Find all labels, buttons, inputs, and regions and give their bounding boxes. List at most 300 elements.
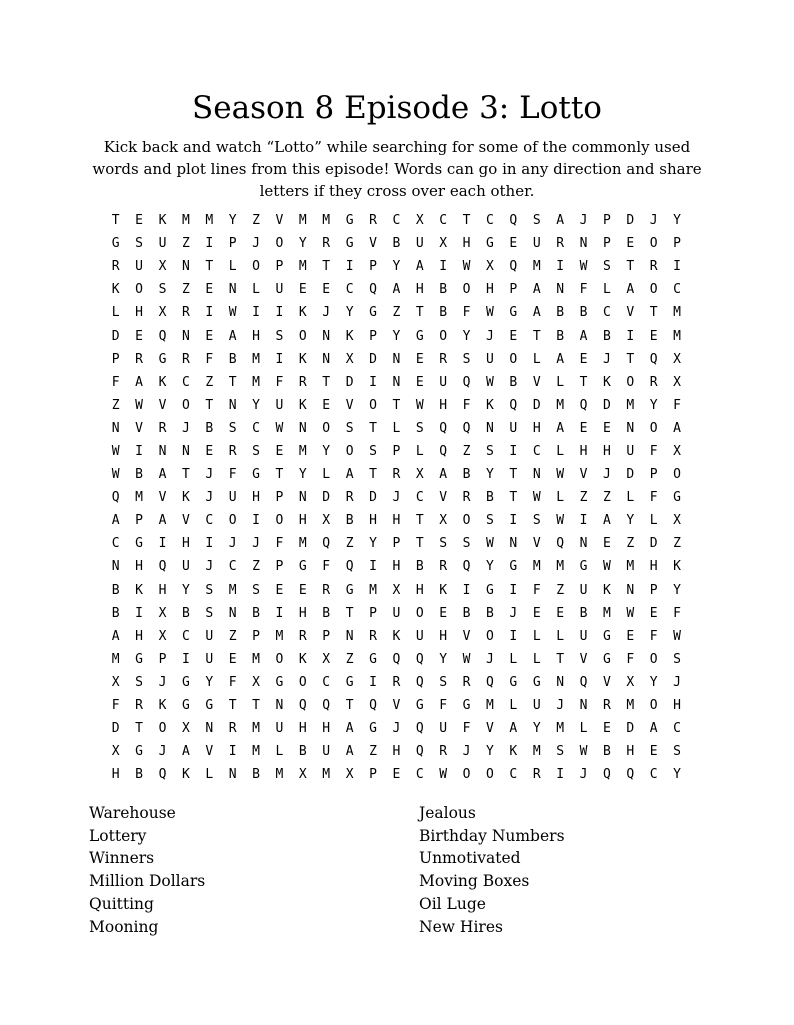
grid-letter: Q <box>158 328 167 344</box>
grid-letter: B <box>111 605 120 621</box>
grid-letter: Y <box>462 328 471 344</box>
grid-letter: E <box>579 351 588 367</box>
grid-letter: T <box>369 420 377 436</box>
grid-letter: U <box>322 744 331 760</box>
grid-letter: M <box>298 259 307 275</box>
grid-row <box>104 532 689 555</box>
grid-letter: N <box>181 328 190 344</box>
grid-letter: W <box>111 443 120 459</box>
grid-letter: V <box>135 420 143 436</box>
grid-letter: C <box>439 213 448 229</box>
grid-letter: O <box>439 328 448 344</box>
grid-letter: F <box>275 536 284 552</box>
grid-letter: K <box>345 328 354 344</box>
grid-letter: O <box>649 420 658 436</box>
grid-row <box>104 602 689 625</box>
grid-letter: X <box>158 305 167 321</box>
grid-letter: R <box>532 767 541 783</box>
grid-letter: M <box>602 605 611 621</box>
grid-letter: N <box>111 559 120 575</box>
grid-letter: H <box>135 628 143 644</box>
grid-letter: F <box>649 628 658 644</box>
grid-letter: A <box>509 721 518 737</box>
grid-letter: F <box>673 397 681 413</box>
grid-letter: R <box>298 628 307 644</box>
grid-letter: R <box>322 236 331 252</box>
word-list-item: Mooning <box>89 917 159 936</box>
grid-letter: D <box>111 328 120 344</box>
grid-letter: O <box>486 628 494 644</box>
grid-letter: T <box>415 536 424 552</box>
grid-letter: B <box>298 744 307 760</box>
word-list-item: Unmotivated <box>419 849 521 868</box>
grid-letter: X <box>486 259 494 275</box>
grid-letter: L <box>532 351 541 367</box>
grid-letter: N <box>579 536 588 552</box>
grid-letter: Q <box>158 767 167 783</box>
grid-letter: S <box>462 536 471 552</box>
grid-letter: E <box>649 328 658 344</box>
grid-letter: P <box>111 351 120 367</box>
grid-row <box>104 301 689 324</box>
grid-letter: T <box>205 259 214 275</box>
grid-letter: G <box>673 490 681 506</box>
grid-letter: F <box>649 490 658 506</box>
grid-letter: P <box>369 328 377 344</box>
grid-letter: M <box>532 259 541 275</box>
grid-letter: V <box>275 213 284 229</box>
grid-letter: C <box>415 767 424 783</box>
grid-row <box>104 440 689 463</box>
grid-letter: C <box>486 213 494 229</box>
grid-letter: V <box>486 721 494 737</box>
grid-letter: G <box>345 236 354 252</box>
grid-letter: L <box>602 282 611 298</box>
grid-letter: O <box>649 282 658 298</box>
grid-letter: I <box>228 744 237 760</box>
grid-letter: I <box>673 259 681 275</box>
grid-letter: Y <box>532 721 541 737</box>
grid-letter: Q <box>392 651 401 667</box>
grid-letter: Y <box>486 744 494 760</box>
grid-letter: R <box>462 490 471 506</box>
grid-letter: Z <box>111 397 120 413</box>
grid-letter: P <box>509 282 518 298</box>
grid-letter: I <box>205 236 214 252</box>
grid-letter: V <box>579 467 588 483</box>
grid-letter: W <box>602 559 611 575</box>
grid-letter: S <box>673 744 681 760</box>
grid-letter: G <box>275 674 284 690</box>
grid-letter: B <box>462 467 471 483</box>
grid-letter: I <box>275 305 284 321</box>
grid-letter: N <box>322 351 331 367</box>
grid-letter: L <box>415 443 424 459</box>
grid-letter: U <box>439 721 448 737</box>
grid-letter: M <box>532 559 541 575</box>
grid-letter: H <box>298 605 307 621</box>
grid-letter: B <box>135 767 143 783</box>
word-list-item: Lottery <box>89 826 147 845</box>
grid-letter: I <box>275 605 284 621</box>
grid-letter: N <box>298 420 307 436</box>
grid-letter: E <box>556 605 565 621</box>
grid-letter: A <box>415 259 424 275</box>
grid-letter: R <box>439 559 448 575</box>
grid-letter: O <box>462 282 471 298</box>
grid-letter: O <box>298 328 307 344</box>
grid-letter: H <box>392 559 401 575</box>
grid-letter: I <box>509 628 518 644</box>
grid-letter: N <box>205 721 214 737</box>
grid-letter: N <box>228 605 237 621</box>
grid-letter: Q <box>579 397 588 413</box>
grid-letter: Q <box>579 674 588 690</box>
grid-letter: S <box>345 420 354 436</box>
grid-letter: L <box>556 490 565 506</box>
grid-letter: O <box>135 282 143 298</box>
grid-letter: D <box>626 721 635 737</box>
grid-letter: K <box>298 305 307 321</box>
grid-letter: K <box>158 698 167 714</box>
grid-letter: N <box>579 698 588 714</box>
grid-letter: Q <box>439 420 448 436</box>
grid-letter: H <box>649 559 658 575</box>
grid-letter: W <box>275 420 284 436</box>
grid-letter: X <box>181 721 190 737</box>
grid-letter: T <box>509 467 518 483</box>
grid-letter: R <box>181 305 190 321</box>
grid-letter: S <box>205 582 214 598</box>
grid-letter: O <box>252 259 260 275</box>
grid-letter: I <box>275 351 284 367</box>
grid-letter: I <box>205 305 214 321</box>
grid-letter: X <box>322 513 331 529</box>
grid-letter: E <box>509 328 518 344</box>
grid-letter: H <box>181 536 190 552</box>
grid-letter: U <box>275 397 284 413</box>
grid-letter: S <box>439 536 448 552</box>
grid-row <box>104 463 689 486</box>
grid-letter: S <box>532 513 541 529</box>
grid-letter: Z <box>181 282 190 298</box>
grid-letter: T <box>228 698 237 714</box>
grid-letter: C <box>415 490 424 506</box>
grid-letter: B <box>205 420 214 436</box>
grid-letter: P <box>649 467 658 483</box>
grid-letter: A <box>181 744 190 760</box>
grid-letter: R <box>228 443 237 459</box>
grid-letter: O <box>228 513 237 529</box>
grid-letter: I <box>205 536 214 552</box>
grid-letter: O <box>649 698 658 714</box>
grid-letter: M <box>298 443 307 459</box>
grid-letter: S <box>252 582 260 598</box>
grid-letter: C <box>228 559 237 575</box>
grid-letter: D <box>322 490 331 506</box>
grid-letter: X <box>392 582 401 598</box>
grid-letter: F <box>228 467 237 483</box>
grid-letter: E <box>415 374 424 390</box>
grid-letter: J <box>579 767 588 783</box>
grid-letter: K <box>392 628 401 644</box>
grid-row <box>104 255 689 278</box>
grid-letter: A <box>439 467 448 483</box>
grid-letter: H <box>111 767 120 783</box>
grid-letter: W <box>111 467 120 483</box>
grid-letter: T <box>626 351 635 367</box>
grid-letter: C <box>345 282 354 298</box>
grid-letter: Z <box>392 305 401 321</box>
grid-letter: E <box>205 443 214 459</box>
grid-letter: N <box>626 582 635 598</box>
grid-letter: W <box>532 490 541 506</box>
grid-row <box>104 348 689 371</box>
grid-letter: P <box>228 236 237 252</box>
grid-letter: Q <box>556 536 565 552</box>
grid-letter: J <box>158 674 167 690</box>
grid-letter: R <box>439 744 448 760</box>
grid-letter: O <box>181 397 190 413</box>
grid-letter: M <box>626 698 635 714</box>
grid-letter: V <box>439 490 448 506</box>
grid-letter: W <box>228 305 237 321</box>
grid-letter: V <box>205 744 214 760</box>
grid-letter: X <box>158 628 167 644</box>
grid-letter: Q <box>626 767 635 783</box>
grid-letter: D <box>532 397 541 413</box>
grid-letter: R <box>158 420 167 436</box>
grid-letter: U <box>415 628 424 644</box>
grid-letter: G <box>181 674 190 690</box>
grid-letter: D <box>626 213 635 229</box>
grid-letter: Z <box>181 236 190 252</box>
grid-letter: E <box>205 328 214 344</box>
grid-letter: E <box>228 651 237 667</box>
grid-letter: R <box>602 698 611 714</box>
grid-letter: B <box>181 605 190 621</box>
grid-letter: X <box>322 651 331 667</box>
grid-letter: M <box>181 213 190 229</box>
grid-letter: A <box>111 628 120 644</box>
grid-letter: P <box>649 582 658 598</box>
grid-letter: K <box>673 559 681 575</box>
word-list-right <box>419 802 565 938</box>
grid-letter: R <box>228 721 237 737</box>
grid-letter: A <box>556 213 565 229</box>
grid-letter: G <box>369 721 377 737</box>
grid-letter: L <box>392 420 401 436</box>
grid-letter: S <box>135 674 143 690</box>
grid-letter: K <box>298 651 307 667</box>
grid-letter: J <box>673 674 681 690</box>
grid-letter: M <box>673 305 681 321</box>
grid-letter: Y <box>486 559 494 575</box>
grid-letter: G <box>486 236 494 252</box>
grid-letter: W <box>486 374 494 390</box>
grid-letter: U <box>415 236 424 252</box>
grid-letter: Q <box>415 674 424 690</box>
grid-letter: M <box>228 582 237 598</box>
grid-letter: A <box>673 420 681 436</box>
grid-letter: G <box>509 559 518 575</box>
grid-letter: O <box>369 397 377 413</box>
grid-letter: C <box>392 213 401 229</box>
word-list-item: New Hires <box>419 917 503 936</box>
grid-letter: L <box>626 490 635 506</box>
grid-letter: L <box>322 467 331 483</box>
grid-letter: G <box>369 651 377 667</box>
grid-letter: I <box>439 259 448 275</box>
grid-letter: F <box>111 698 120 714</box>
grid-letter: T <box>369 467 377 483</box>
grid-letter: F <box>673 605 681 621</box>
grid-letter: O <box>345 443 354 459</box>
grid-letter: O <box>298 674 307 690</box>
grid-letter: Q <box>462 420 471 436</box>
grid-letter: M <box>322 767 331 783</box>
grid-letter: Z <box>345 536 354 552</box>
grid-letter: Q <box>415 651 424 667</box>
grid-letter: W <box>626 605 635 621</box>
grid-letter: Z <box>462 443 471 459</box>
grid-letter: X <box>626 674 635 690</box>
grid-letter: B <box>252 605 260 621</box>
grid-letter: H <box>252 328 260 344</box>
grid-letter: H <box>252 490 260 506</box>
grid-letter: H <box>602 443 611 459</box>
grid-letter: N <box>181 259 190 275</box>
grid-letter: B <box>252 767 260 783</box>
grid-letter: N <box>275 698 284 714</box>
grid-letter: T <box>626 259 635 275</box>
grid-row <box>104 555 689 578</box>
grid-letter: Z <box>205 374 214 390</box>
grid-letter: Q <box>345 559 354 575</box>
grid-letter: E <box>415 351 424 367</box>
grid-letter: Z <box>252 213 260 229</box>
grid-row <box>104 509 689 532</box>
grid-letter: G <box>415 328 424 344</box>
grid-letter: H <box>486 282 494 298</box>
grid-letter: J <box>602 467 611 483</box>
grid-letter: K <box>181 490 190 506</box>
grid-letter: S <box>486 513 494 529</box>
grid-letter: N <box>228 397 237 413</box>
grid-letter: L <box>111 305 120 321</box>
grid-letter: A <box>556 420 565 436</box>
grid-letter: T <box>322 374 331 390</box>
page-title: Season 8 Episode 3: Lotto <box>192 90 602 126</box>
grid-letter: P <box>275 259 284 275</box>
grid-letter: T <box>345 698 354 714</box>
grid-letter: F <box>626 651 635 667</box>
grid-letter: D <box>602 397 611 413</box>
grid-letter: T <box>462 213 471 229</box>
grid-letter: A <box>532 282 541 298</box>
grid-letter: D <box>111 721 120 737</box>
grid-letter: K <box>439 582 448 598</box>
grid-letter: S <box>252 443 260 459</box>
grid-letter: I <box>369 374 377 390</box>
grid-letter: Y <box>181 582 190 598</box>
grid-letter: B <box>556 328 565 344</box>
grid-letter: F <box>462 721 471 737</box>
grid-letter: J <box>158 744 167 760</box>
grid-letter: I <box>135 605 143 621</box>
grid-letter: G <box>602 628 611 644</box>
grid-letter: V <box>532 536 541 552</box>
grid-letter: Q <box>158 559 167 575</box>
grid-letter: Y <box>626 513 635 529</box>
grid-letter: W <box>673 628 681 644</box>
grid-letter: U <box>532 236 541 252</box>
grid-letter: L <box>252 282 260 298</box>
grid-letter: V <box>158 397 167 413</box>
grid-letter: Y <box>392 328 401 344</box>
grid-letter: Y <box>439 651 448 667</box>
grid-letter: S <box>556 744 565 760</box>
grid-letter: Y <box>649 397 658 413</box>
grid-letter: I <box>345 259 354 275</box>
grid-letter: Y <box>205 674 214 690</box>
grid-letter: B <box>228 351 237 367</box>
grid-letter: E <box>298 582 307 598</box>
grid-letter: T <box>345 605 354 621</box>
grid-letter: A <box>158 467 167 483</box>
grid-letter: O <box>626 374 635 390</box>
grid-letter: M <box>252 374 260 390</box>
grid-letter: O <box>486 767 494 783</box>
grid-letter: A <box>345 721 354 737</box>
grid-letter: A <box>135 374 143 390</box>
grid-letter: E <box>298 282 307 298</box>
grid-letter: M <box>626 559 635 575</box>
grid-letter: N <box>158 443 167 459</box>
word-list-item: Oil Luge <box>419 894 486 913</box>
grid-letter: T <box>649 305 658 321</box>
grid-letter: N <box>486 420 494 436</box>
grid-letter: R <box>649 374 658 390</box>
grid-letter: F <box>322 559 331 575</box>
grid-letter: O <box>462 767 471 783</box>
grid-letter: N <box>228 767 237 783</box>
grid-letter: I <box>135 443 143 459</box>
grid-letter: B <box>462 605 471 621</box>
grid-letter: K <box>298 351 307 367</box>
grid-letter: W <box>415 397 424 413</box>
grid-letter: B <box>415 559 424 575</box>
grid-letter: X <box>673 351 681 367</box>
grid-letter: X <box>111 674 120 690</box>
grid-letter: P <box>275 490 284 506</box>
grid-row <box>104 394 689 417</box>
grid-letter: K <box>602 374 611 390</box>
grid-letter: J <box>486 328 494 344</box>
grid-letter: T <box>181 467 190 483</box>
grid-letter: A <box>532 305 541 321</box>
grid-letter: D <box>369 490 377 506</box>
grid-letter: C <box>252 420 260 436</box>
grid-letter: N <box>626 420 635 436</box>
grid-letter: P <box>252 628 260 644</box>
grid-letter: L <box>228 259 237 275</box>
grid-letter: E <box>649 605 658 621</box>
grid-letter: E <box>322 397 331 413</box>
grid-letter: P <box>602 236 611 252</box>
grid-letter: L <box>556 374 565 390</box>
grid-letter: N <box>298 490 307 506</box>
